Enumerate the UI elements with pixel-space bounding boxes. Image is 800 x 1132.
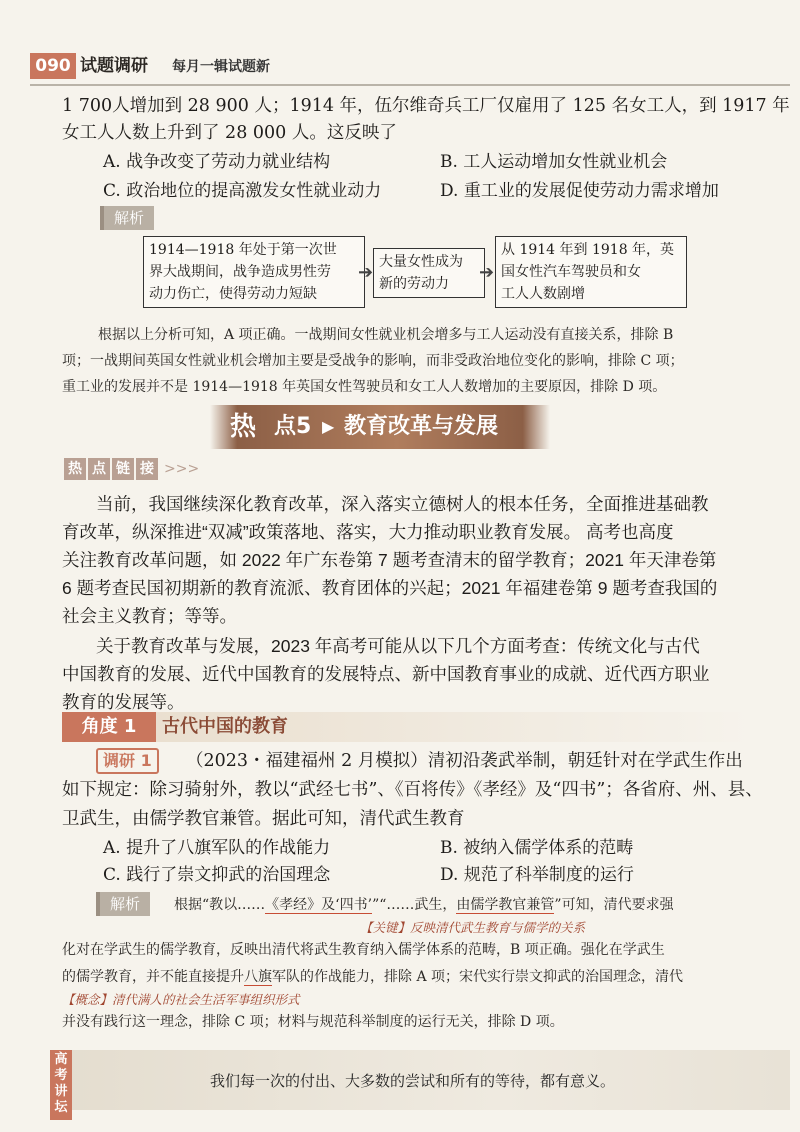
flow-text: 界大战期间，战争造成男性劳 [149,264,331,280]
handwritten-note: 【概念】清代满人的社会生活军事组织形式 [62,992,300,1007]
question-stem-line: 卫武生，由儒学教官兼管。据此可知，清代武生教育 [62,809,465,829]
analysis-tag [96,892,150,916]
option-a: A. 提升了八旗军队的作战能力 [103,838,331,858]
flow-text: 动力伤亡，使得劳动力短缺 [149,286,317,302]
section-title: 试题调研 [80,56,148,76]
analysis-fragment: ”“……武生， [372,897,457,913]
link-char: 链 [112,458,134,480]
handwritten-note: 【关键】反映清代武生教育与儒学的关系 [360,920,586,935]
flow-arrow-icon: ➔ [479,262,495,283]
intro-line: 关注教育改革问题，如 2022 年广东卷第 7 题考查清末的留学教育；2021 年天津卷第 [62,550,717,570]
flow-box-cause [143,236,365,308]
flow-box-result [495,236,687,308]
analysis-fragment: 的儒学教育，并不能直接提升 [62,969,244,985]
analysis-text: 并没有践行这一理念，排除 C 项；材料与规范科举制度的运行无关，排除 D 项。 [62,1014,564,1030]
intro-line: 社会主义教育；等等。 [62,606,237,626]
hot-label: 点5 [274,414,312,439]
flow-box-effect [373,248,485,298]
section-subtitle: 每月一辑试题新 [172,59,270,75]
analysis-text: 化对在学武生的儒学教育，反映出清代将武生教育纳入儒学体系的范畴，B 项正确。强化在学武生 [62,942,665,958]
option-a: A. 战争改变了劳动力就业结构 [103,152,331,172]
hot-title: 教育改革与发展 [344,414,499,439]
option-b: B. 被纳入儒学体系的范畴 [440,838,634,858]
link-char: 热 [64,458,86,480]
flow-text: 从 1914 年到 1918 年，英 [501,242,675,258]
analysis-key-phrase: 由儒学教官兼管 [456,897,555,913]
flow-text: 大量女性成为 [379,254,463,270]
intro-line: 育改革，纵深推进“双减”政策落地、落实，大力推动职业教育发展。 高考也高度 [62,522,674,542]
analysis-text [174,893,674,917]
hot-topic-banner [210,405,550,449]
link-char: 点 [88,458,110,480]
analysis-text: 重工业的发展并不是 1914—1918 年英国女性驾驶员和女工人人数增加的主要原因，排除 D 项。 [62,379,667,395]
flow-text: 国女性汽车驾驶员和女 [501,264,641,280]
flow-text: 1914—1918 年处于第一次世 [149,242,337,258]
flow-text: 工人人数剧增 [501,286,585,302]
analysis-tag-label: 解析 [100,206,154,230]
link-char: 接 [136,458,158,480]
analysis-fragment: 根据“教以…… [174,897,266,913]
side-tag: 高考讲坛 [50,1050,72,1120]
intro-line: 关于教育改革与发展，2023 年高考可能从以下几个方面考查：传统文化与古代 [96,636,700,656]
intro-line: 教育的发展等。 [62,692,185,712]
analysis-text: 项；一战期间英国女性就业机会增加主要是受战争的影响，而非受政治地位变化的影响，排除 C 项； [62,353,684,369]
intro-line: 6 题考查民国初期新的教育流派、教育团体的兴起；2021 年福建卷第 9 题考查我国的 [62,578,718,598]
analysis-fragment: ”可知，清代要求强 [554,897,674,913]
research-tag-label: 调研 1 [96,748,159,774]
analysis-text [62,965,683,989]
analysis-tag [100,206,154,230]
hot-char: 热 [230,412,257,442]
research-tag [96,748,159,774]
option-d: D. 重工业的发展促使劳动力需求增加 [440,181,719,201]
question-stem-line: 如下规定：除习骑射外，教以“武经七书”、《百将传》《孝经》及“四书”；各省府、州、县、 [62,780,763,800]
question-stem-line: 女工人人数上升到了 28 000 人。这反映了 [62,123,397,143]
analysis-fragment: 军队的作战能力，排除 A 项；宋代实行崇文抑武的治国理念，清代 [272,969,684,985]
angle-tag: 角度 1 [62,712,156,742]
flow-arrow-icon: ➔ [358,262,374,283]
analysis-tag-label: 解析 [96,892,150,916]
header-divider [30,84,790,86]
page-number: 090 [30,53,76,79]
question-stem-line: 1 700人增加到 28 900 人；1914 年，伍尔维奇兵工厂仅雇用了 125 名女工人，到 1917 年 [62,96,790,116]
analysis-text: 根据以上分析可知，A 项正确。一战期间女性就业机会增多与工人运动没有直接关系，排除 B [98,327,674,343]
option-c: C. 政治地位的提高激发女性就业动力 [103,181,382,201]
analysis-key-phrase: 《孝经》及‘四书’ [265,897,373,913]
hot-link-tag [64,458,199,480]
intro-line: 当前，我国继续深化教育改革，深入落实立德树人的根本任务，全面推进基础教 [96,494,709,514]
question-stem-line: （2023・福建福州 2 月模拟）清初沿袭武举制，朝廷针对在学武生作出 [186,751,743,771]
triangle-right-icon: ▶ [322,417,335,436]
option-d: D. 规范了科举制度的运行 [440,865,634,885]
analysis-key-phrase: 八旗 [244,969,272,985]
angle-title: 古代中国的教育 [162,716,288,737]
footer-quote: 我们每一次的付出、大多数的尝试和所有的等待，都有意义。 [210,1072,616,1090]
intro-line: 中国教育的发展、近代中国教育的发展特点、新中国教育事业的成就、近代西方职业 [62,664,710,684]
flow-text: 新的劳动力 [379,276,449,292]
link-arrows: >>> [164,461,200,477]
option-c: C. 践行了崇文抑武的治国理念 [103,865,331,885]
option-b: B. 工人运动增加女性就业机会 [440,152,668,172]
